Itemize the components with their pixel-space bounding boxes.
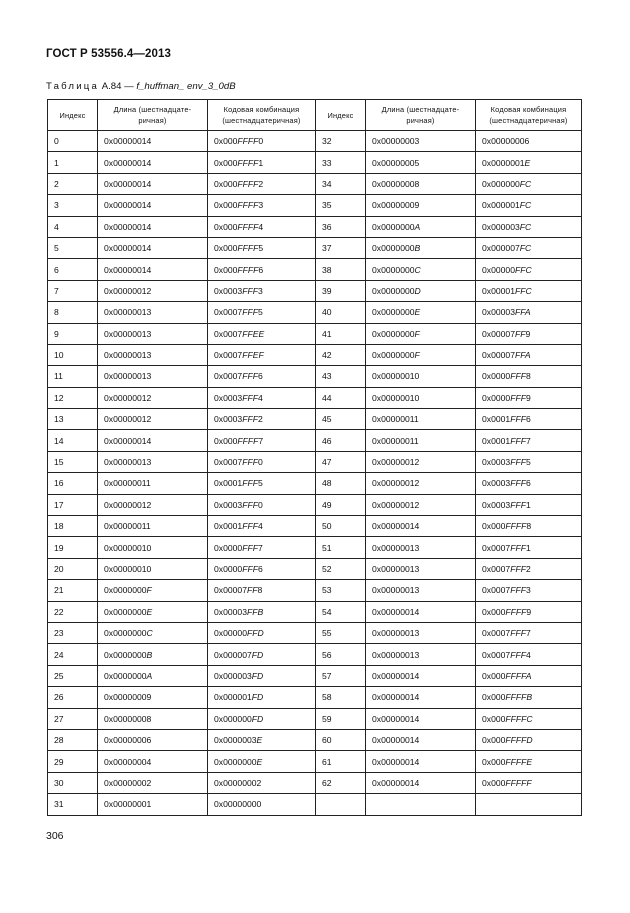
length-cell: 0x00000014 xyxy=(366,687,476,708)
index-cell: 57 xyxy=(316,665,366,686)
length-cell: 0x00000004 xyxy=(98,751,208,772)
index-cell: 61 xyxy=(316,751,366,772)
table-row xyxy=(48,259,582,280)
code-cell: 0x0003FFF1 xyxy=(476,494,582,515)
index-cell: 15 xyxy=(48,451,98,472)
table-row xyxy=(48,131,582,152)
index-cell: 21 xyxy=(48,580,98,601)
code-cell: 0x000FFFF7 xyxy=(208,430,316,451)
code-cell: 0x0000001E xyxy=(476,152,582,173)
length-cell: 0x00000014 xyxy=(366,665,476,686)
index-cell: 0 xyxy=(48,131,98,152)
code-cell: 0x0007FFEF xyxy=(208,344,316,365)
page-number: 306 xyxy=(46,830,64,842)
index-cell: 41 xyxy=(316,323,366,344)
header-code-left: Кодовая комбинация (шестнадцатеричная) xyxy=(208,100,316,131)
length-cell: 0x00000001 xyxy=(98,794,208,815)
length-cell: 0x00000013 xyxy=(366,644,476,665)
code-cell: 0x000003FC xyxy=(476,216,582,237)
index-cell: 44 xyxy=(316,387,366,408)
length-cell: 0x0000000A xyxy=(98,665,208,686)
code-cell: 0x0003FFF5 xyxy=(476,451,582,472)
index-cell: 19 xyxy=(48,537,98,558)
code-cell: 0x000000FC xyxy=(476,173,582,194)
index-cell: 24 xyxy=(48,644,98,665)
code-cell: 0x0003FFF0 xyxy=(208,494,316,515)
code-cell: 0x00000FFD xyxy=(208,622,316,643)
code-cell: 0x0007FFF5 xyxy=(208,302,316,323)
index-cell: 54 xyxy=(316,601,366,622)
index-cell: 45 xyxy=(316,409,366,430)
length-cell: 0x00000011 xyxy=(98,516,208,537)
caption-dash: — xyxy=(124,81,134,92)
length-cell: 0x00000014 xyxy=(366,708,476,729)
code-cell: 0x000FFFFD xyxy=(476,729,582,750)
index-cell: 29 xyxy=(48,751,98,772)
code-cell: 0x000FFFFE xyxy=(476,751,582,772)
header-length-left: Длина (шестнадцате-ричная) xyxy=(98,100,208,131)
code-cell: 0x0003FFF3 xyxy=(208,280,316,301)
table-row xyxy=(48,729,582,750)
table-row xyxy=(48,794,582,815)
length-cell: 0x00000003 xyxy=(366,131,476,152)
length-cell: 0x00000013 xyxy=(98,344,208,365)
table-header-row xyxy=(48,100,582,131)
index-cell: 11 xyxy=(48,366,98,387)
code-cell: 0x00000002 xyxy=(208,772,316,793)
table-caption xyxy=(46,81,236,92)
length-cell: 0x0000000B xyxy=(98,644,208,665)
index-cell xyxy=(316,794,366,815)
code-cell: 0x000001FD xyxy=(208,687,316,708)
code-cell: 0x000FFFF4 xyxy=(208,216,316,237)
code-cell: 0x0007FFF7 xyxy=(476,622,582,643)
length-cell: 0x00000008 xyxy=(366,173,476,194)
length-cell: 0x00000014 xyxy=(98,195,208,216)
index-cell: 30 xyxy=(48,772,98,793)
length-cell: 0x0000000D xyxy=(366,280,476,301)
length-cell: 0x00000014 xyxy=(98,131,208,152)
index-cell: 49 xyxy=(316,494,366,515)
table-row xyxy=(48,430,582,451)
index-cell: 14 xyxy=(48,430,98,451)
index-cell: 25 xyxy=(48,665,98,686)
length-cell: 0x00000011 xyxy=(98,473,208,494)
length-cell: 0x00000010 xyxy=(366,366,476,387)
index-cell: 16 xyxy=(48,473,98,494)
code-cell: 0x00007FFA xyxy=(476,344,582,365)
index-cell: 59 xyxy=(316,708,366,729)
caption-number: A.84 xyxy=(101,81,122,92)
code-cell: 0x0000FFF7 xyxy=(208,537,316,558)
table-row xyxy=(48,387,582,408)
code-cell: 0x000000FD xyxy=(208,708,316,729)
index-cell: 7 xyxy=(48,280,98,301)
index-cell: 52 xyxy=(316,558,366,579)
length-cell: 0x00000014 xyxy=(98,237,208,258)
huffman-table xyxy=(47,99,582,816)
length-cell: 0x00000014 xyxy=(366,516,476,537)
index-cell: 56 xyxy=(316,644,366,665)
length-cell: 0x00000014 xyxy=(98,173,208,194)
index-cell: 32 xyxy=(316,131,366,152)
index-cell: 38 xyxy=(316,259,366,280)
length-cell: 0x00000006 xyxy=(98,729,208,750)
length-cell: 0x00000013 xyxy=(366,537,476,558)
index-cell: 17 xyxy=(48,494,98,515)
table-row xyxy=(48,216,582,237)
code-cell: 0x000FFFF2 xyxy=(208,173,316,194)
code-cell: 0x000001FC xyxy=(476,195,582,216)
index-cell: 6 xyxy=(48,259,98,280)
code-cell: 0x0007FFEE xyxy=(208,323,316,344)
table-row xyxy=(48,409,582,430)
code-cell: 0x000FFFFA xyxy=(476,665,582,686)
index-cell: 51 xyxy=(316,537,366,558)
length-cell: 0x0000000B xyxy=(366,237,476,258)
header-index-right: Индекс xyxy=(316,100,366,131)
index-cell: 48 xyxy=(316,473,366,494)
table-row xyxy=(48,622,582,643)
index-cell: 4 xyxy=(48,216,98,237)
code-cell: 0x0000000E xyxy=(208,751,316,772)
code-cell: 0x0001FFF5 xyxy=(208,473,316,494)
code-cell: 0x000FFFF0 xyxy=(208,131,316,152)
table-row xyxy=(48,494,582,515)
code-cell: 0x0003FFF2 xyxy=(208,409,316,430)
code-cell: 0x000007FC xyxy=(476,237,582,258)
index-cell: 22 xyxy=(48,601,98,622)
length-cell: 0x00000014 xyxy=(98,216,208,237)
code-cell: 0x0000FFF8 xyxy=(476,366,582,387)
code-cell: 0x00007FF9 xyxy=(476,323,582,344)
length-cell: 0x00000011 xyxy=(366,430,476,451)
length-cell: 0x00000012 xyxy=(366,451,476,472)
length-cell: 0x0000000F xyxy=(366,323,476,344)
index-cell: 50 xyxy=(316,516,366,537)
length-cell: 0x00000012 xyxy=(366,473,476,494)
length-cell: 0x00000008 xyxy=(98,708,208,729)
code-cell: 0x0000FFF6 xyxy=(208,558,316,579)
length-cell: 0x00000013 xyxy=(98,302,208,323)
length-cell: 0x00000014 xyxy=(98,152,208,173)
length-cell: 0x0000000A xyxy=(366,216,476,237)
table-row xyxy=(48,687,582,708)
index-cell: 26 xyxy=(48,687,98,708)
index-cell: 20 xyxy=(48,558,98,579)
index-cell: 34 xyxy=(316,173,366,194)
table-body xyxy=(48,131,582,816)
header-length-right: Длина (шестнадцате-ричная) xyxy=(366,100,476,131)
code-cell: 0x0007FFF4 xyxy=(476,644,582,665)
length-cell: 0x00000012 xyxy=(98,387,208,408)
code-cell: 0x000FFFFB xyxy=(476,687,582,708)
index-cell: 8 xyxy=(48,302,98,323)
code-cell: 0x00003FFB xyxy=(208,601,316,622)
index-cell: 39 xyxy=(316,280,366,301)
index-cell: 43 xyxy=(316,366,366,387)
code-cell: 0x000007FD xyxy=(208,644,316,665)
code-cell: 0x00000FFC xyxy=(476,259,582,280)
code-cell: 0x0003FFF6 xyxy=(476,473,582,494)
length-cell: 0x00000002 xyxy=(98,772,208,793)
code-cell: 0x000FFFFC xyxy=(476,708,582,729)
code-cell: 0x000FFFF3 xyxy=(208,195,316,216)
table-row xyxy=(48,323,582,344)
index-cell: 5 xyxy=(48,237,98,258)
table-row xyxy=(48,366,582,387)
index-cell: 10 xyxy=(48,344,98,365)
code-cell: 0x000FFFF8 xyxy=(476,516,582,537)
index-cell: 2 xyxy=(48,173,98,194)
length-cell: 0x00000012 xyxy=(98,280,208,301)
code-cell: 0x00003FFA xyxy=(476,302,582,323)
table-row xyxy=(48,195,582,216)
table-row xyxy=(48,772,582,793)
length-cell: 0x0000000E xyxy=(98,601,208,622)
length-cell: 0x00000014 xyxy=(366,772,476,793)
caption-label: Таблица xyxy=(46,81,100,92)
index-cell: 42 xyxy=(316,344,366,365)
code-cell: 0x00001FFC xyxy=(476,280,582,301)
index-cell: 47 xyxy=(316,451,366,472)
table-row xyxy=(48,601,582,622)
code-cell: 0x000FFFF9 xyxy=(476,601,582,622)
table-row xyxy=(48,237,582,258)
table-row xyxy=(48,537,582,558)
table-row xyxy=(48,516,582,537)
length-cell: 0x00000009 xyxy=(366,195,476,216)
code-cell: 0x00000006 xyxy=(476,131,582,152)
code-cell: 0x00007FF8 xyxy=(208,580,316,601)
index-cell: 58 xyxy=(316,687,366,708)
length-cell: 0x00000005 xyxy=(366,152,476,173)
index-cell: 18 xyxy=(48,516,98,537)
index-cell: 31 xyxy=(48,794,98,815)
index-cell: 3 xyxy=(48,195,98,216)
index-cell: 1 xyxy=(48,152,98,173)
index-cell: 28 xyxy=(48,729,98,750)
table-row xyxy=(48,644,582,665)
code-cell: 0x0001FFF4 xyxy=(208,516,316,537)
table-row xyxy=(48,173,582,194)
document-header: ГОСТ Р 53556.4—2013 xyxy=(46,48,171,60)
code-cell: 0x00000000 xyxy=(208,794,316,815)
table-row xyxy=(48,451,582,472)
code-cell: 0x000FFFFF xyxy=(476,772,582,793)
index-cell: 13 xyxy=(48,409,98,430)
index-cell: 60 xyxy=(316,729,366,750)
code-cell: 0x000FFFF1 xyxy=(208,152,316,173)
length-cell: 0x00000012 xyxy=(366,494,476,515)
index-cell: 27 xyxy=(48,708,98,729)
length-cell: 0x00000010 xyxy=(98,537,208,558)
code-cell xyxy=(476,794,582,815)
table-row xyxy=(48,558,582,579)
index-cell: 46 xyxy=(316,430,366,451)
length-cell: 0x00000014 xyxy=(366,751,476,772)
table-row xyxy=(48,280,582,301)
code-cell: 0x000FFFF6 xyxy=(208,259,316,280)
index-cell: 55 xyxy=(316,622,366,643)
length-cell: 0x00000012 xyxy=(98,494,208,515)
index-cell: 33 xyxy=(316,152,366,173)
table-row xyxy=(48,473,582,494)
code-cell: 0x000FFFF5 xyxy=(208,237,316,258)
length-cell: 0x00000010 xyxy=(98,558,208,579)
table-row xyxy=(48,152,582,173)
table-row xyxy=(48,665,582,686)
code-cell: 0x0003FFF4 xyxy=(208,387,316,408)
length-cell: 0x00000011 xyxy=(366,409,476,430)
length-cell: 0x0000000C xyxy=(98,622,208,643)
length-cell: 0x00000014 xyxy=(98,259,208,280)
length-cell: 0x00000010 xyxy=(366,387,476,408)
index-cell: 23 xyxy=(48,622,98,643)
length-cell: 0x00000013 xyxy=(366,558,476,579)
code-cell: 0x0007FFF1 xyxy=(476,537,582,558)
length-cell: 0x00000014 xyxy=(366,601,476,622)
length-cell: 0x00000012 xyxy=(98,409,208,430)
code-cell: 0x0007FFF2 xyxy=(476,558,582,579)
table-row xyxy=(48,580,582,601)
code-cell: 0x0001FFF6 xyxy=(476,409,582,430)
code-cell: 0x0000003E xyxy=(208,729,316,750)
length-cell: 0x00000014 xyxy=(98,430,208,451)
index-cell: 36 xyxy=(316,216,366,237)
length-cell: 0x0000000F xyxy=(98,580,208,601)
length-cell: 0x0000000E xyxy=(366,302,476,323)
code-cell: 0x0007FFF6 xyxy=(208,366,316,387)
code-cell: 0x0007FFF0 xyxy=(208,451,316,472)
length-cell: 0x00000013 xyxy=(98,366,208,387)
index-cell: 9 xyxy=(48,323,98,344)
length-cell: 0x00000013 xyxy=(98,323,208,344)
code-cell: 0x0000FFF9 xyxy=(476,387,582,408)
index-cell: 53 xyxy=(316,580,366,601)
caption-name: f_huffman_ env_3_0dB xyxy=(136,81,236,92)
index-cell: 40 xyxy=(316,302,366,323)
length-cell: 0x00000013 xyxy=(366,580,476,601)
length-cell: 0x0000000C xyxy=(366,259,476,280)
index-cell: 12 xyxy=(48,387,98,408)
table-row xyxy=(48,751,582,772)
length-cell xyxy=(366,794,476,815)
length-cell: 0x00000013 xyxy=(366,622,476,643)
table-row xyxy=(48,708,582,729)
length-cell: 0x00000013 xyxy=(98,451,208,472)
code-cell: 0x000003FD xyxy=(208,665,316,686)
length-cell: 0x00000014 xyxy=(366,729,476,750)
length-cell: 0x00000009 xyxy=(98,687,208,708)
table-row xyxy=(48,302,582,323)
header-code-right: Кодовая комбинация (шестнадцатеричная) xyxy=(476,100,582,131)
code-cell: 0x0007FFF3 xyxy=(476,580,582,601)
index-cell: 62 xyxy=(316,772,366,793)
code-cell: 0x0001FFF7 xyxy=(476,430,582,451)
index-cell: 37 xyxy=(316,237,366,258)
table-row xyxy=(48,344,582,365)
length-cell: 0x0000000F xyxy=(366,344,476,365)
header-index-left: Индекс xyxy=(48,100,98,131)
index-cell: 35 xyxy=(316,195,366,216)
